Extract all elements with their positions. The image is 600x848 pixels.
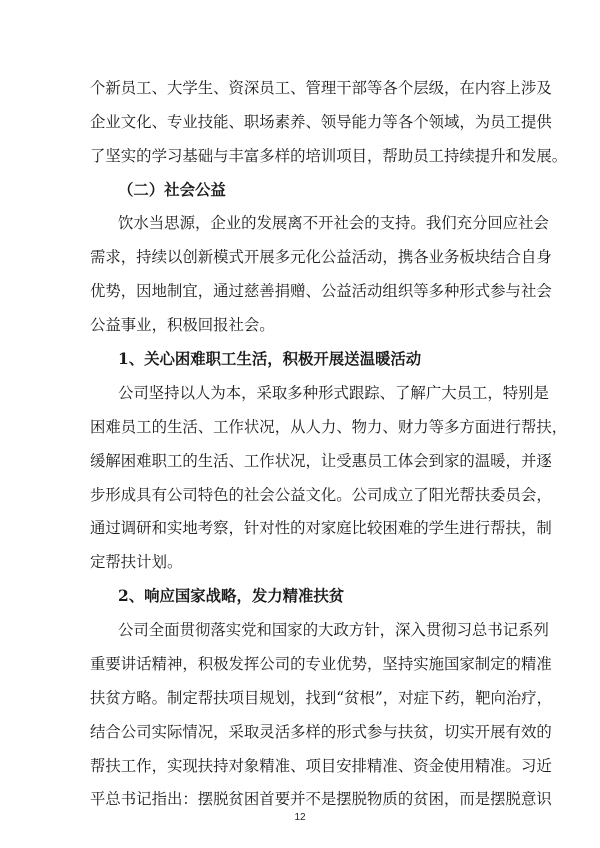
- body-text-line: 困难员工的生活、工作状况，从人力、物力、财力等多方面进行帮扶，: [90, 418, 568, 436]
- body-text-line: 定帮扶计划。: [90, 553, 183, 571]
- body-text-line: 缓解困难职工的生活、工作状况，让受惠员工体会到家的温暖，并逐: [90, 452, 552, 470]
- section-heading: （二）社会公益: [118, 181, 226, 199]
- body-text-line: 扶贫方略。制定帮扶项目规划，找到“贫根”，对症下药，靶向治疗，: [90, 689, 553, 707]
- body-text-line: 饮水当思源，企业的发展离不开社会的支持。我们充分回应社会: [118, 214, 549, 232]
- body-text-line: 企业文化、专业技能、职场素养、领导能力等各个领域，为员工提供: [90, 113, 552, 131]
- body-text-line: 优势，因地制宜，通过慈善捐赠、公益活动组织等多种形式参与社会: [90, 282, 552, 300]
- body-text-line: 需求，持续以创新模式开展多元化公益活动，携各业务板块结合自身: [90, 248, 552, 266]
- body-text-line: 平总书记指出：摆脱贫困首要并不是摆脱物质的贫困，而是摆脱意识: [90, 790, 552, 808]
- body-text-line: 个新员工、大学生、资深员工、管理干部等各个层级，在内容上涉及: [90, 79, 552, 97]
- body-text-line: 帮扶工作，实现扶持对象精准、项目安排精准、资金使用精准。习近: [90, 757, 552, 775]
- body-text-line: 公益事业，积极回报社会。: [90, 316, 275, 334]
- body-text-line: 结合公司实际情况，采取灵活多样的形式参与扶贫，切实开展有效的: [90, 723, 552, 741]
- subsection-heading: 1、关心困难职工生活，积极开展送温暖活动: [118, 350, 422, 368]
- body-text-line: 了坚实的学习基础与丰富多样的培训项目，帮助员工持续提升和发展。: [90, 147, 568, 165]
- body-text-line: 公司全面贯彻落实党和国家的大政方针，深入贯彻习总书记系列: [118, 621, 549, 639]
- page-number: 12: [294, 812, 306, 823]
- subsection-heading: 2、响应国家战略，发力精准扶贫: [118, 587, 345, 605]
- body-text-line: 通过调研和实地考察，针对性的对家庭比较困难的学生进行帮扶，制: [90, 519, 552, 537]
- body-text-line: 公司坚持以人为本，采取多种形式跟踪、了解广大员工，特别是: [118, 384, 549, 402]
- body-text-line: 步形成具有公司特色的社会公益文化。公司成立了阳光帮扶委员会，: [90, 486, 552, 504]
- body-text-line: 重要讲话精神，积极发挥公司的专业优势，坚持实施国家制定的精准: [90, 655, 552, 673]
